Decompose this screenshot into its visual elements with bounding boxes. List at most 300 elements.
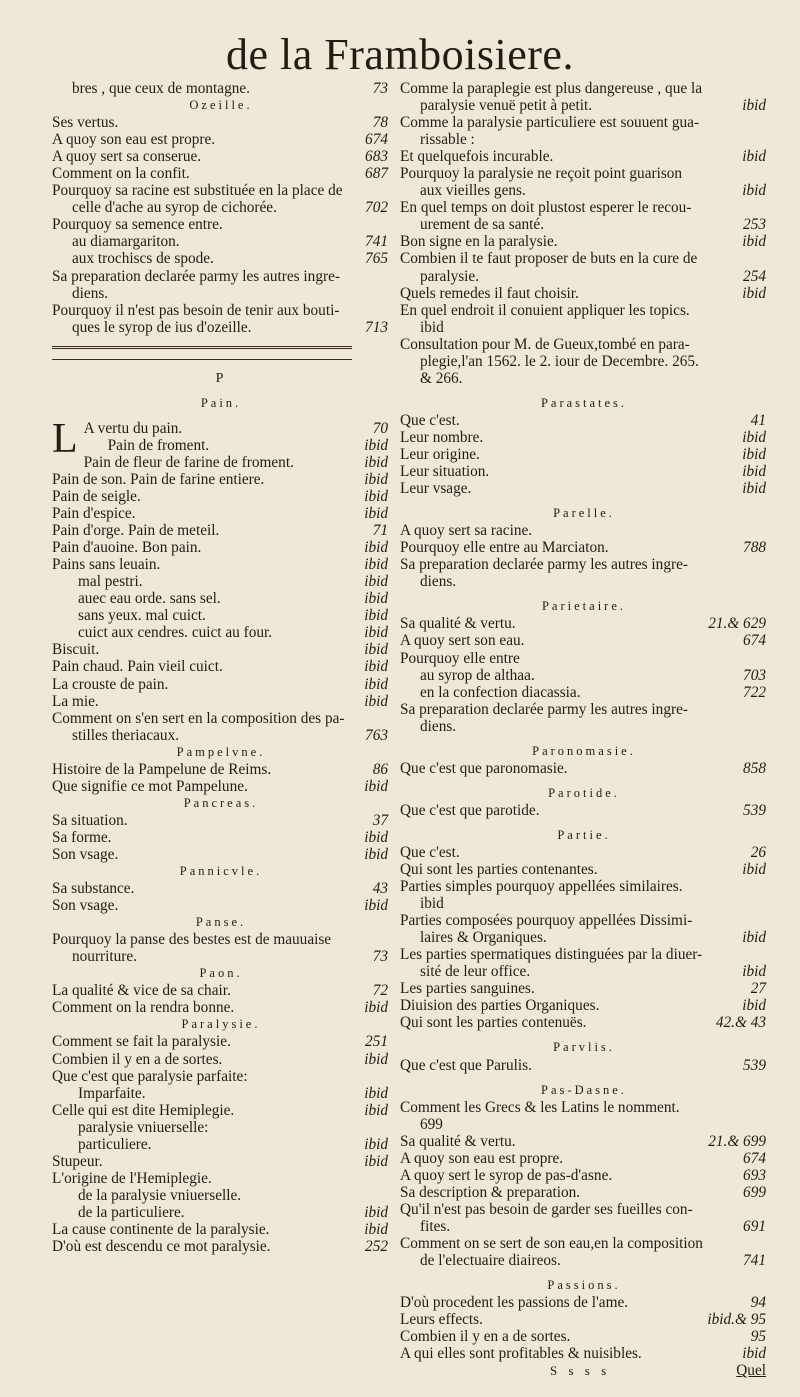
entry-text: particuliere. <box>78 1135 152 1153</box>
page-reference: ibid <box>364 641 388 659</box>
index-entry <box>400 1218 768 1235</box>
entry-text: ques le syrop de ius d'ozeille. <box>72 318 252 336</box>
index-entry <box>400 216 768 233</box>
index-entry <box>400 878 768 895</box>
index-entry <box>400 946 768 963</box>
index-entry <box>52 1033 390 1050</box>
entry-text: cuict aux cendres. cuict au four. <box>78 624 273 642</box>
page-reference: 26 <box>750 843 766 861</box>
entry-text: bres , que ceux de montagne. <box>72 80 250 97</box>
entry-text: A qui elles sont profitables & nuisibles. <box>400 1345 642 1363</box>
entry-text: stilles theriacaux. <box>72 726 180 744</box>
section-heading: Parastates. <box>540 395 628 410</box>
entry-text: Leur nombre. <box>400 428 484 446</box>
page-reference: ibid <box>364 453 388 471</box>
index-entry <box>52 607 390 624</box>
page-reference: ibid <box>364 590 388 608</box>
page-reference: ibid <box>742 929 766 947</box>
index-entry <box>52 829 390 846</box>
section-heading: Pain. <box>200 395 242 410</box>
entry-text: ibid <box>420 895 444 913</box>
index-entry <box>52 268 390 285</box>
index-entry <box>400 684 768 701</box>
entry-text: Pain de froment. <box>107 436 210 454</box>
page-reference: 713 <box>365 318 388 336</box>
entry-text: Pourquoy il n'est pas besoin de tenir aux bouti- <box>52 301 340 319</box>
page-reference: ibid <box>364 999 388 1017</box>
entry-text: Que c'est que parotide. <box>400 801 540 819</box>
index-entry <box>400 667 768 684</box>
page-reference: 674 <box>743 632 766 650</box>
index-entry <box>400 268 768 285</box>
page-title: de la Framboisiere. <box>226 30 574 79</box>
index-entry <box>400 97 768 114</box>
index-entry <box>400 861 768 878</box>
index-entry <box>52 1221 390 1238</box>
page-reference: 41 <box>750 411 766 429</box>
page-reference: ibid <box>742 480 766 498</box>
entry-text: Pain d'orge. Pain de meteil. <box>52 522 220 540</box>
entry-text: Que signifie ce mot Pampelune. <box>52 777 248 795</box>
page-reference: ibid <box>364 828 388 846</box>
index-entry <box>400 701 768 718</box>
index-entry <box>52 522 390 539</box>
index-entry <box>52 1153 390 1170</box>
section-heading: Parelle. <box>553 506 615 521</box>
entry-text: Sa substance. <box>52 880 135 898</box>
page-reference: ibid.& 95 <box>707 1311 766 1329</box>
index-entry <box>52 556 390 573</box>
entry-text: Pains sans leuain. <box>52 556 161 574</box>
entry-text: A quoy sert son eau. <box>400 632 525 650</box>
page-reference: 687 <box>365 165 388 183</box>
index-entry <box>400 412 768 429</box>
page-reference: 73 <box>372 948 388 966</box>
entry-text: Imparfaite. <box>78 1084 146 1102</box>
entry-text: paralysie venuë petit à petit. <box>420 97 593 115</box>
index-entry <box>400 446 768 463</box>
entry-text: Pain chaud. Pain vieil cuict. <box>52 658 223 676</box>
page-reference: 253 <box>743 216 766 234</box>
entry-text: diens. <box>420 717 457 735</box>
page-reference: 539 <box>743 1056 766 1074</box>
entry-text: La qualité & vice de sa chair. <box>52 982 231 1000</box>
entry-text: Qu'il n'est pas besoin de garder ses fueilles con- <box>400 1200 693 1218</box>
entry-text: de la particuliere. <box>78 1203 185 1221</box>
index-entry <box>52 676 390 693</box>
page-reference: 788 <box>743 539 766 557</box>
section-heading: Pancreas. <box>183 795 259 810</box>
index-entry <box>400 1328 768 1345</box>
index-entry <box>52 1136 390 1153</box>
index-entry <box>52 846 390 863</box>
entry-text: Pain d'auoine. Bon pain. <box>52 539 202 557</box>
entry-text: 699 <box>420 1115 443 1133</box>
page-reference: 21.& 699 <box>708 1132 766 1150</box>
index-entry <box>52 319 390 336</box>
entry-text: La crouste de pain. <box>52 675 169 693</box>
page-reference: ibid <box>364 556 388 574</box>
page-reference: ibid <box>364 1084 388 1102</box>
left-column <box>52 80 390 1255</box>
page-reference: 94 <box>750 1294 766 1312</box>
index-entry <box>52 710 390 727</box>
entry-text: Les parties sanguines. <box>400 980 535 998</box>
index-entry <box>400 336 768 353</box>
page-reference: 27 <box>750 980 766 998</box>
index-entry <box>52 199 390 216</box>
entry-text: de l'electuaire diaireos. <box>420 1252 561 1270</box>
page-reference: ibid <box>742 182 766 200</box>
index-entry <box>400 353 768 370</box>
index-entry <box>400 1167 768 1184</box>
entry-text: aux vieilles gens. <box>420 182 526 200</box>
page-reference: ibid <box>364 436 388 454</box>
page-reference: ibid <box>742 148 766 166</box>
page-reference: 674 <box>743 1149 766 1167</box>
index-entry <box>400 615 768 632</box>
index-entry <box>52 182 390 199</box>
page-reference: ibid <box>364 1135 388 1153</box>
entry-text: Bon signe en la paralysie. <box>400 233 558 251</box>
section-heading: Parvlis. <box>553 1040 615 1055</box>
page-reference: ibid <box>364 624 388 642</box>
page-reference: 763 <box>365 726 388 744</box>
page-reference: ibid <box>364 1101 388 1119</box>
index-entry <box>400 802 768 819</box>
entry-text: Pourquoy elle entre au Marciaton. <box>400 539 609 557</box>
index-entry <box>52 505 390 522</box>
entry-text: Combien il y en a de sortes. <box>400 1328 571 1346</box>
index-entry <box>400 760 768 777</box>
index-entry <box>400 370 768 387</box>
entry-text: Pain de seigle. <box>52 487 141 505</box>
index-entry <box>52 1119 390 1136</box>
entry-text: La mie. <box>52 692 99 710</box>
section-heading: Passions. <box>547 1278 621 1293</box>
entry-text: Combien il y en a de sortes. <box>52 1050 223 1068</box>
index-entry <box>400 114 768 131</box>
entry-text: Sa description & preparation. <box>400 1183 581 1201</box>
index-entry <box>52 114 390 131</box>
entry-text: Sa qualité & vertu. <box>400 1132 516 1150</box>
section-heading: Pas-Dasne. <box>541 1082 627 1097</box>
section-heading: Panse. <box>195 915 247 930</box>
entry-text: Combien il te faut proposer de buts en la cure de <box>400 250 698 268</box>
index-entry <box>52 1102 390 1119</box>
entry-text: En quel endroit il conuient appliquer les topics. <box>400 301 690 319</box>
entry-text: mal pestri. <box>78 573 143 591</box>
entry-text: paralysie. <box>420 267 480 285</box>
entry-text: Ses vertus. <box>52 114 119 132</box>
entry-text: Stupeur. <box>52 1152 103 1170</box>
section-heading: Pampelvne. <box>176 744 266 759</box>
entry-text: en la confection diacassia. <box>420 683 581 701</box>
page-reference: ibid <box>364 1203 388 1221</box>
entry-text: paralysie vniuerselle: <box>78 1118 209 1136</box>
page-reference: 21.& 629 <box>708 615 766 633</box>
index-entry <box>400 980 768 997</box>
entry-text: Pourquoy elle entre <box>400 649 520 667</box>
entry-text: Celle qui est dite Hemiplegie. <box>52 1101 235 1119</box>
section-heading: Paon. <box>199 966 243 981</box>
index-entry <box>400 650 768 667</box>
entry-text: Comment les Grecs & les Latins le nomment. <box>400 1098 680 1116</box>
index-entry <box>52 641 390 658</box>
section-heading: P <box>215 370 227 386</box>
index-entry <box>52 727 390 744</box>
page-reference: 683 <box>365 148 388 166</box>
index-entry <box>400 285 768 302</box>
page-reference: ibid <box>364 658 388 676</box>
index-entry <box>400 573 768 590</box>
index-entry <box>52 539 390 556</box>
page-reference: 691 <box>743 1217 766 1235</box>
page-reference: 858 <box>743 759 766 777</box>
index-entry <box>400 1252 768 1269</box>
entry-text: Pain d'espice. <box>52 505 136 523</box>
page-reference: ibid <box>742 233 766 251</box>
entry-text: Leur situation. <box>400 463 490 481</box>
entry-text: Comment se fait la paralysie. <box>52 1033 231 1051</box>
index-entry <box>400 718 768 735</box>
page-reference: 95 <box>750 1328 766 1346</box>
index-entry <box>52 488 390 505</box>
index-entry <box>52 250 390 267</box>
index-entry <box>400 182 768 199</box>
index-entry <box>52 897 390 914</box>
entry-text: sité de leur office. <box>420 963 531 981</box>
page-reference: 86 <box>372 760 388 778</box>
signature-mark: S s s s <box>550 1363 611 1379</box>
entry-text: D'où procedent les passions de l'ame. <box>400 1294 629 1312</box>
page-reference: ibid <box>742 428 766 446</box>
entry-text: A quoy sert le syrop de pas-d'asne. <box>400 1166 613 1184</box>
index-entry <box>400 844 768 861</box>
page-reference: ibid <box>364 1221 388 1238</box>
section-heading: Paralysie. <box>181 1017 261 1032</box>
entry-text: Leur vsage. <box>400 480 472 498</box>
entry-text: Pain de son. Pain de farine entiere. <box>52 470 265 488</box>
index-entry <box>52 693 390 710</box>
page-reference: ibid <box>364 675 388 693</box>
page-reference: ibid <box>364 573 388 591</box>
page-reference: ibid <box>364 470 388 488</box>
index-entry <box>52 778 390 795</box>
page-reference: 73 <box>372 80 388 97</box>
index-entry <box>400 632 768 649</box>
index-entry <box>52 285 390 302</box>
entry-text: plegie,l'an 1562. le 2. iour de Decembre. 265. <box>420 352 699 370</box>
page-reference: ibid <box>742 963 766 981</box>
index-entry <box>52 999 390 1016</box>
index-entry <box>400 1201 768 1218</box>
entry-text: La cause continente de la paralysie. <box>52 1221 270 1238</box>
page-reference: 722 <box>743 683 766 701</box>
section-heading: Parietaire. <box>541 599 626 614</box>
entry-text: auec eau orde. sans sel. <box>78 590 221 608</box>
page-reference: ibid <box>364 692 388 710</box>
entry-text: L'origine de l'Hemiplegie. <box>52 1169 212 1187</box>
page-reference: ibid <box>742 997 766 1015</box>
entry-text: Pourquoy la panse des bestes est de mauuaise <box>52 931 332 949</box>
entry-text: Parties composées pourquoy appellées Dissimi- <box>400 912 693 930</box>
entry-text: Qui sont les parties contenantes. <box>400 861 598 879</box>
entry-text: Comment on s'en sert en la composition des pa- <box>52 709 345 727</box>
index-entry <box>400 463 768 480</box>
index-entry <box>52 80 390 97</box>
entry-text: nourriture. <box>72 948 137 966</box>
entry-text: Son vsage. <box>52 845 119 863</box>
page-reference: ibid <box>364 487 388 505</box>
entry-text: Comme la paralysie particuliere est souuent gua- <box>400 114 700 132</box>
index-entry <box>400 963 768 980</box>
entry-text: Que c'est que paralysie parfaite: <box>52 1067 248 1085</box>
section-heading: Ozeille. <box>189 98 253 113</box>
entry-text: diens. <box>420 573 457 591</box>
page-reference: 539 <box>743 801 766 819</box>
index-entry <box>52 812 390 829</box>
page-reference: 741 <box>365 233 388 251</box>
entry-text: Et quelquefois incurable. <box>400 148 554 166</box>
entry-text: Comment on la confit. <box>52 165 190 183</box>
page-reference: 252 <box>365 1238 388 1256</box>
page-reference: 37 <box>372 811 388 829</box>
index-entry <box>400 1057 768 1074</box>
entry-text: Parties simples pourquoy appellées similaires. <box>400 878 683 896</box>
page-reference: ibid <box>742 284 766 302</box>
entry-text: Sa situation. <box>52 811 128 829</box>
page-reference: ibid <box>742 861 766 879</box>
entry-text: Diuision des parties Organiques. <box>400 997 600 1015</box>
page-reference: 702 <box>365 199 388 217</box>
page-reference: 251 <box>365 1033 388 1051</box>
index-entry <box>400 522 768 539</box>
page-reference: ibid <box>742 445 766 463</box>
page-reference: 42.& 43 <box>715 1014 766 1032</box>
index-entry <box>400 1133 768 1150</box>
page-reference: 765 <box>365 250 388 268</box>
index-entry <box>52 624 390 641</box>
index-entry <box>52 880 390 897</box>
page-reference: 254 <box>743 267 766 285</box>
page-reference: 72 <box>372 982 388 1000</box>
entry-text: Comme la paraplegie est plus dangereuse , que la <box>400 80 703 97</box>
index-entry <box>400 1014 768 1031</box>
index-entry <box>52 1051 390 1068</box>
entry-text: Que c'est. <box>400 843 460 861</box>
page-reference: ibid <box>364 777 388 795</box>
entry-text: Sa preparation declarée parmy les autres ingre- <box>400 556 688 574</box>
index-entry <box>400 912 768 929</box>
index-entry <box>400 1184 768 1201</box>
page-reference: ibid <box>364 539 388 557</box>
index-entry <box>400 131 768 148</box>
index-entry <box>400 1099 768 1116</box>
index-entry <box>400 895 768 912</box>
entry-text: diens. <box>72 284 109 302</box>
page-reference: 693 <box>743 1166 766 1184</box>
index-entry <box>52 1068 390 1085</box>
entry-text: rissable : <box>420 131 475 149</box>
entry-text: A quoy son eau est propre. <box>52 131 216 149</box>
entry-text: Que c'est que paronomasie. <box>400 759 568 777</box>
entry-text: D'où est descendu ce mot paralysie. <box>52 1238 271 1256</box>
index-entry <box>52 131 390 148</box>
signature-line <box>400 1362 768 1379</box>
page-reference: 71 <box>372 522 388 540</box>
index-entry <box>52 1238 390 1255</box>
index-entry <box>400 480 768 497</box>
index-entry <box>400 302 768 319</box>
index-entry <box>52 590 390 607</box>
entry-text: Comment on se sert de son eau,en la composition <box>400 1235 703 1252</box>
page-reference: ibid <box>742 463 766 481</box>
index-entry <box>400 556 768 573</box>
index-entry <box>400 233 768 250</box>
index-entry <box>52 1085 390 1102</box>
entry-text: ibid <box>420 318 444 336</box>
entry-text: sans yeux. mal cuict. <box>78 607 206 625</box>
index-entry <box>52 148 390 165</box>
entry-text: Histoire de la Pampelune de Reims. <box>52 760 272 778</box>
entry-text: Leur origine. <box>400 445 480 463</box>
index-entry <box>400 319 768 336</box>
page-reference: ibid <box>742 97 766 115</box>
entry-text: Sa preparation declarée parmy les autres ingre- <box>52 267 340 285</box>
index-entry <box>52 761 390 778</box>
index-entry <box>52 931 390 948</box>
entry-text: Consultation pour M. de Gueux,tombé en para- <box>400 335 690 353</box>
entry-text: Pourquoy sa semence entre. <box>52 216 223 234</box>
index-entry <box>400 148 768 165</box>
index-entry <box>400 250 768 267</box>
page-reference: 70 <box>372 419 388 437</box>
index-entry <box>52 658 390 675</box>
index-entry <box>400 1294 768 1311</box>
page-reference: ibid <box>364 845 388 863</box>
index-entry <box>52 454 390 471</box>
index-entry <box>400 997 768 1014</box>
entry-text: au diamargariton. <box>72 233 180 251</box>
page-reference: 703 <box>743 666 766 684</box>
entry-text: Que c'est. <box>400 411 460 429</box>
entry-text: Pourquoy la paralysie ne reçoit point guarison <box>400 165 683 183</box>
page-reference: 674 <box>365 131 388 149</box>
entry-text: Quels remedes il faut choisir. <box>400 284 579 302</box>
entry-text: Son vsage. <box>52 897 119 915</box>
index-entry <box>400 1235 768 1252</box>
ornament-rule <box>52 346 352 360</box>
page-reference: 78 <box>372 114 388 132</box>
index-entry <box>52 982 390 999</box>
page-reference: ibid <box>364 1050 388 1068</box>
entry-text: aux trochiscs de spode. <box>72 250 214 268</box>
entry-text: & 266. <box>420 369 463 387</box>
entry-text: A vertu du pain. <box>83 419 183 437</box>
entry-text: de la paralysie vniuerselle. <box>78 1186 242 1204</box>
index-entry <box>52 948 390 965</box>
section-heading: Parotide. <box>548 785 620 800</box>
entry-text: au syrop de althaa. <box>420 666 535 684</box>
catchword: Quel <box>736 1362 766 1380</box>
entry-text: Leurs effects. <box>400 1311 483 1329</box>
entry-text: A quoy son eau est propre. <box>400 1149 564 1167</box>
index-entry <box>400 1311 768 1328</box>
index-entry <box>52 1187 390 1204</box>
index-entry <box>400 1345 768 1362</box>
index-entry <box>52 165 390 182</box>
